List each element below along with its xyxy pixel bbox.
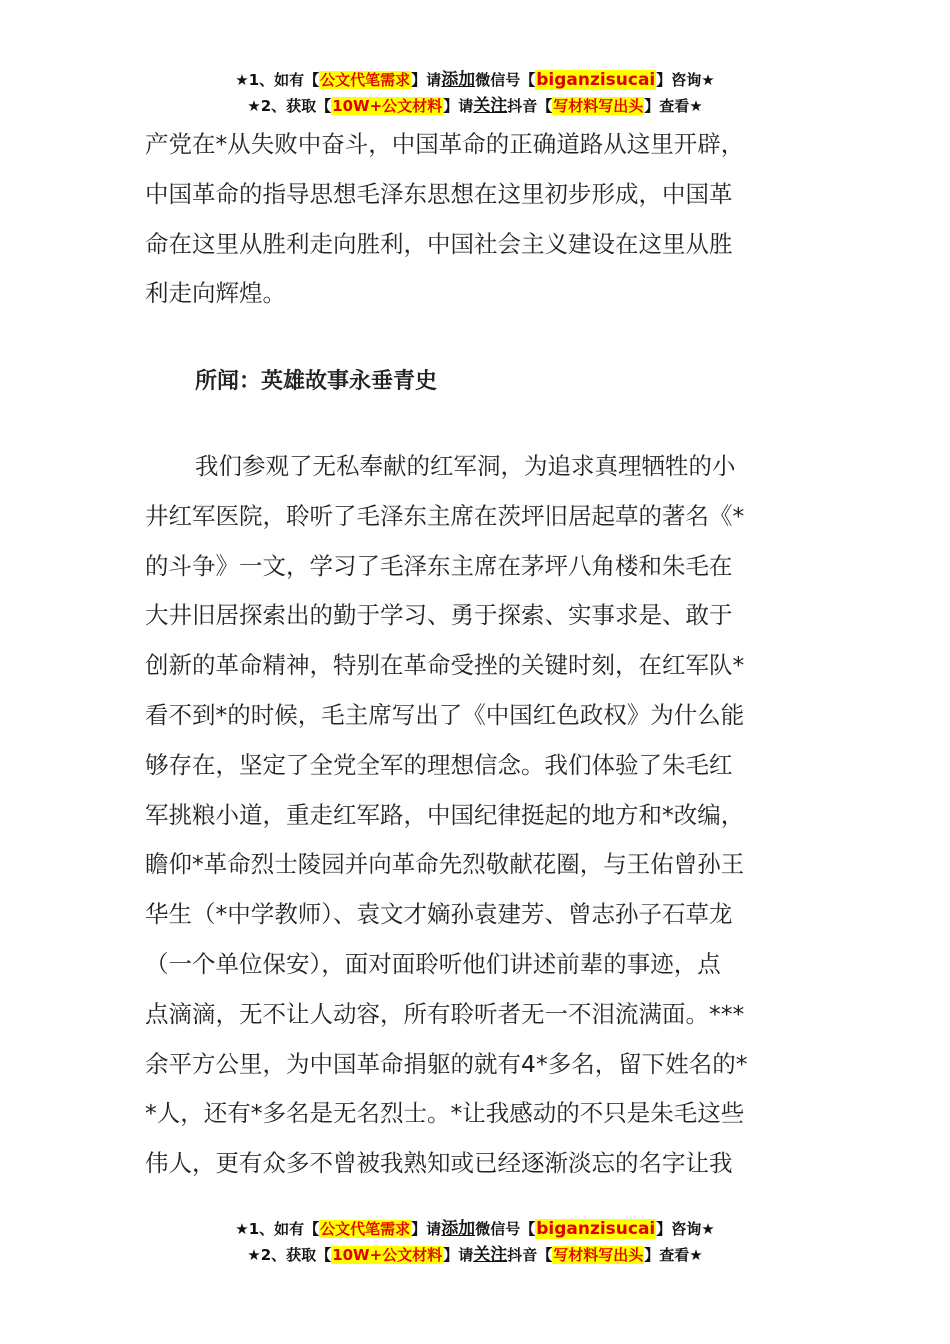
- text-line: 看不到*的时候，毛主席写出了《中国红色政权》为什么能: [145, 700, 745, 729]
- text-line: 够存在，坚定了全党全军的理想信念。我们体验了朱毛红: [145, 750, 733, 779]
- text-line: 中国革命的指导思想毛泽东思想在这里初步形成，中国革: [145, 179, 733, 208]
- body-paragraph: [145, 442, 805, 1189]
- text-line: 命在这里从胜利走向胜利，中国社会主义建设在这里从胜: [145, 229, 733, 258]
- promo-text: ★2、获取【: [247, 97, 332, 115]
- text-line: 利走向辉煌。: [145, 279, 286, 308]
- promo-underlined: 关注: [473, 96, 508, 116]
- text-line: 军挑粮小道，重走红军路，中国纪律挺起的地方和*改编，: [145, 800, 745, 829]
- text-line: （一个单位保安），面对面聆听他们讲述前辈的事迹，点: [145, 949, 721, 978]
- promo-text: 】请: [443, 97, 474, 115]
- promo-line-1: [0, 1216, 950, 1242]
- intro-paragraph: [145, 120, 805, 319]
- promo-text: 微信号【: [475, 71, 536, 89]
- promo-banner-top: [0, 67, 950, 119]
- text-line: 的斗争》一文，学习了毛泽东主席在茅坪八角楼和朱毛在: [145, 551, 733, 580]
- promo-text: ★2、获取【: [247, 1246, 332, 1264]
- promo-line-2: [0, 1242, 950, 1268]
- text-line: 大井旧居探索出的勤于学习、勇于探索、实事求是、敢于: [145, 601, 733, 630]
- promo-text: ★1、如有【: [235, 1220, 320, 1238]
- text-line: 创新的革命精神，特别在革命受挫的关键时刻，在红军队*: [145, 651, 745, 680]
- promo-text: 微信号【: [475, 1220, 536, 1238]
- promo-wechat-id: biganzisucai: [536, 1219, 656, 1239]
- promo-banner-bottom: [0, 1216, 950, 1268]
- promo-highlight: 10W+公文材料: [332, 97, 443, 115]
- text-line: 点滴滴，无不让人动容，所有聆听者无一不泪流满面。***: [145, 999, 745, 1028]
- promo-text: ★1、如有【: [235, 71, 320, 89]
- promo-text: 】查看★: [644, 97, 703, 115]
- promo-underlined: 添加: [441, 70, 476, 90]
- promo-wechat-id: biganzisucai: [536, 70, 656, 90]
- promo-highlight: 写材料写出头: [553, 1246, 644, 1264]
- promo-text: 】请: [411, 1220, 442, 1238]
- text-line: 井红军医院，聆听了毛泽东主席在茨坪旧居起草的著名《*: [145, 501, 745, 530]
- text-line: 我们参观了无私奉献的红军洞，为追求真理牺牲的小: [195, 452, 736, 480]
- promo-text: 】咨询★: [656, 71, 715, 89]
- text-line: 余平方公里，为中国革命捐躯的就有4*多名，留下姓名的*: [145, 1049, 748, 1078]
- promo-text: 】查看★: [644, 1246, 703, 1264]
- promo-highlight: 10W+公文材料: [332, 1246, 443, 1264]
- section-heading: 所闻：英雄故事永垂青史: [195, 369, 438, 394]
- promo-highlight: 公文代笔需求: [320, 1220, 411, 1238]
- promo-line-1: [0, 67, 950, 93]
- text-line: 瞻仰*革命烈士陵园并向革命先烈敬献花圈，与王佑曾孙王: [145, 850, 745, 879]
- promo-line-2: [0, 93, 950, 119]
- promo-text: 抖音【: [507, 97, 553, 115]
- promo-text: 】咨询★: [656, 1220, 715, 1238]
- promo-highlight: 写材料写出头: [553, 97, 644, 115]
- promo-text: 抖音【: [507, 1246, 553, 1264]
- promo-underlined: 关注: [473, 1245, 508, 1265]
- promo-underlined: 添加: [441, 1219, 476, 1239]
- text-line: 伟人，更有众多不曾被我熟知或已经逐渐淡忘的名字让我: [145, 1149, 733, 1178]
- text-line: 华生（*中学教师）、袁文才嫡孙袁建芳、曾志孙子石草龙: [145, 900, 733, 929]
- text-line: 产党在*从失败中奋斗，中国革命的正确道路从这里开辟，: [145, 130, 745, 158]
- promo-text: 】请: [443, 1246, 474, 1264]
- promo-text: 】请: [411, 71, 442, 89]
- text-line: *人，还有*多名是无名烈士。*让我感动的不只是朱毛这些: [145, 1099, 745, 1128]
- promo-highlight: 公文代笔需求: [320, 71, 411, 89]
